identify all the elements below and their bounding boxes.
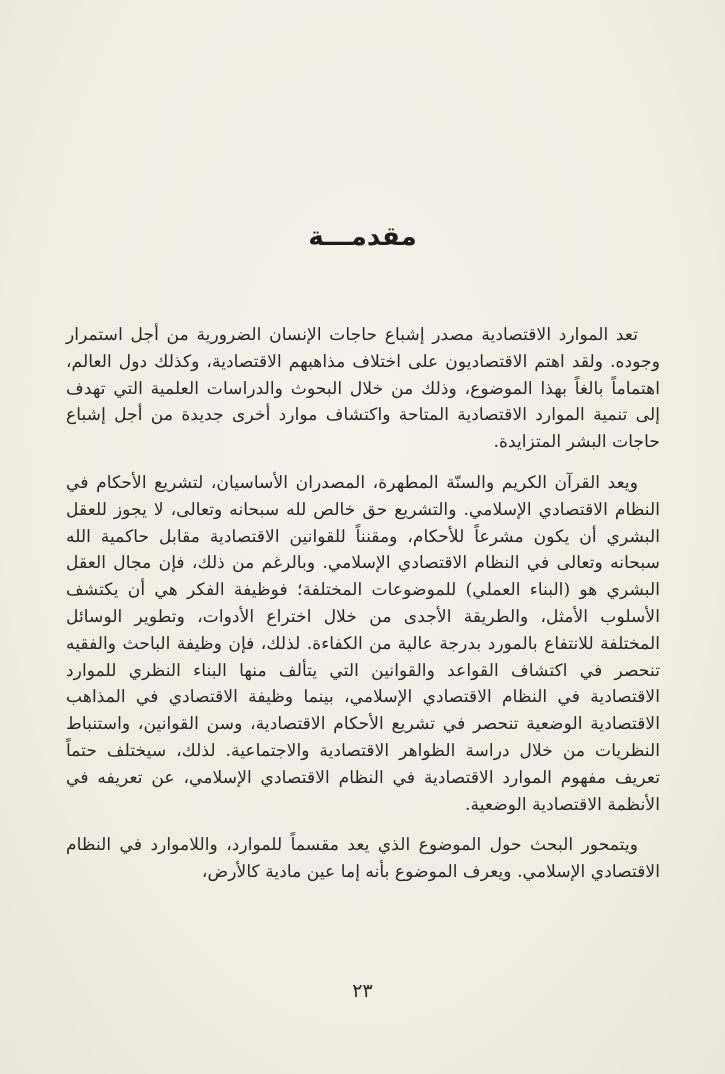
paragraph-2: ويعد القرآن الكريم والسنّة المطهرة، المصدران الأساسيان، لتشريع الأحكام في النظام الاقتصادي الإسلامي. والتشريع حق خالص لله سبحانه وتعالى، لا يجوز للعقل البشري أن يكون مشرعاً للأحكام، ومقنناً للقوانين الاقتصادية مقابل حاكمية الله سبحانه وتعالى في النظام الاقتصادي الإسلامي. وبالرغم من ذلك، فإن مجال العقل البشري هو (البناء العملي) للموضوعات المختلفة؛ فوظيفة الفكر هي أن يكتشف الأسلوب الأمثل، والطريقة الأجدى من خلال اختراع الأدوات، وتطوير الوسائل المختلفة للانتفاع بالمورد بدرجة عالية من الكفاءة. لذلك، فإن وظيفة الباحث والفقيه تنحصر في اكتشاف القواعد والقوانين التي يتألف منها البناء النظري للموارد الاقتصادية في النظام الاقتصادي الإسلامي، بينما وظيفة الاقتصادي في المذاهب الاقتصادية الوضعية تنحصر في تشريع الأحكام الاقتصادية، وسن القوانين، واستنباط النظريات من خلال دراسة الظواهر الاقتصادية والاجتماعية. لذلك، سيختلف حتماً تعريف مفهوم الموارد الاقتصادية في النظام الاقتصادي الإسلامي، عن تعريفه في الأنظمة الاقتصادية الوضعية. <box>66 472 660 815</box>
page-number: ٢٣ <box>352 980 373 1002</box>
paragraph-3: ويتمحور البحث حول الموضوع الذي يعد مقسماً للموارد، واللاموارد في النظام الاقتصادي الإسلامي. ويعرف الموضوع بأنه إما عين مادية كالأرض، <box>66 835 660 883</box>
paragraph-1: تعد الموارد الاقتصادية مصدر إشباع حاجات الإنسان الضرورية من أجل استمرار وجوده. ولقد اهتم الاقتصاديون على اختلاف مذاهبهم الاقتصادية، وكذلك دول العالم، اهتماماً بالغاً بهذا الموضوع، وذلك من خلال البحوث والدراسات العلمية التي تهدف إلى تنمية الموارد الاقتصادية المتاحة واكتشاف موارد أخرى جديدة من أجل إشباع حاجات البشر المتزايدة. <box>66 325 660 453</box>
body-text <box>66 322 660 886</box>
chapter-title: مقدمـــة <box>308 222 417 252</box>
